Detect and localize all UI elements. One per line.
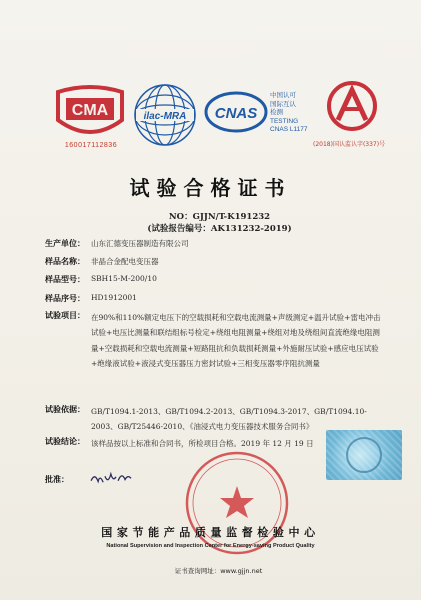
field-label: 批准： — [45, 475, 69, 484]
field-test-items — [45, 310, 385, 370]
field-label: 生产单位： — [45, 239, 85, 248]
field-label: 试验项目： — [45, 311, 85, 320]
certificate-query-url: 证书查询网址：www.gjjn.net — [174, 567, 263, 575]
field-value: 山东汇德变压器制造有限公司 — [91, 239, 189, 248]
issuing-center-cn: 国家节能产品质量监督检验中心 — [101, 526, 320, 539]
certificate-number: NO：GJJN/T-K191232 — [168, 212, 271, 222]
field-label: 样品序号： — [45, 294, 85, 303]
cnas-caption-line: CNAS L1177 — [270, 126, 308, 133]
field-value: 非晶合金配电变压器 — [91, 257, 159, 266]
field-label: 样品型号： — [45, 275, 85, 284]
cal-logo-icon — [322, 80, 382, 132]
cnas-caption-line: 中国认可 — [270, 92, 296, 99]
field-value: GB/T1094.1-2013、GB/T1094.2-2013、GB/T1094.3-2017、GB/T1094.10-2003、GB/T25446-2010、《油浸式电力变压器技术服务合同书》 — [91, 407, 367, 431]
ilac-mra-logo-icon — [132, 80, 198, 150]
certificate-title: 试验合格证书 — [129, 176, 292, 200]
cma-number: 160017112836 — [64, 142, 118, 149]
approver-signature-icon — [89, 469, 134, 487]
field-label: 样品名称： — [45, 257, 85, 266]
svg-text:CMA: CMA — [71, 102, 109, 119]
field-value: SBH15-M-200/10 — [91, 274, 157, 283]
hologram-sticker-icon — [326, 430, 402, 480]
field-value: 在90%和110%额定电压下的空载损耗和空载电流测量+声级测定+温升试验+雷电冲击试验+电压比测量和联结组标号检定+绕组电阻测量+绕组对地及绕组间直流绝缘电阻测量+空载损耗和空载电流测量+短路阻抗和负载损耗测量+外施耐压试验+感应电压试验+绝缘液试验+液浸式变压器压力密封试验+三相变压器零序阻抗测量 — [91, 313, 381, 368]
field-label: 试验结论： — [45, 437, 85, 446]
cnas-caption-line: 国际互认 — [270, 100, 296, 108]
cnas-caption-line: TESTING — [270, 117, 299, 125]
svg-text:ilac-MRA: ilac-MRA — [143, 111, 187, 122]
cma-logo-icon — [52, 84, 128, 140]
hologram-ring — [346, 437, 382, 473]
svg-text:CNAS: CNAS — [214, 105, 258, 122]
field-label: 试验依据： — [45, 405, 85, 414]
cnas-logo-icon — [204, 90, 268, 134]
official-seal-icon — [182, 448, 292, 558]
cnas-caption-line: 检测 — [270, 109, 283, 116]
field-value: HD1912001 — [91, 293, 137, 302]
issuing-center-en: National Supervision and Inspection Center for Energy-saving Product Quality — [106, 543, 315, 549]
field-value: 该样品按以上标准和合同书，所检项目合格。2019 年 12 月 19 日 — [91, 439, 314, 448]
cal-caption: (2018)国认监认字(337)号 — [313, 141, 386, 148]
report-number: (试验报告编号：AK131232-2019) — [147, 224, 292, 234]
